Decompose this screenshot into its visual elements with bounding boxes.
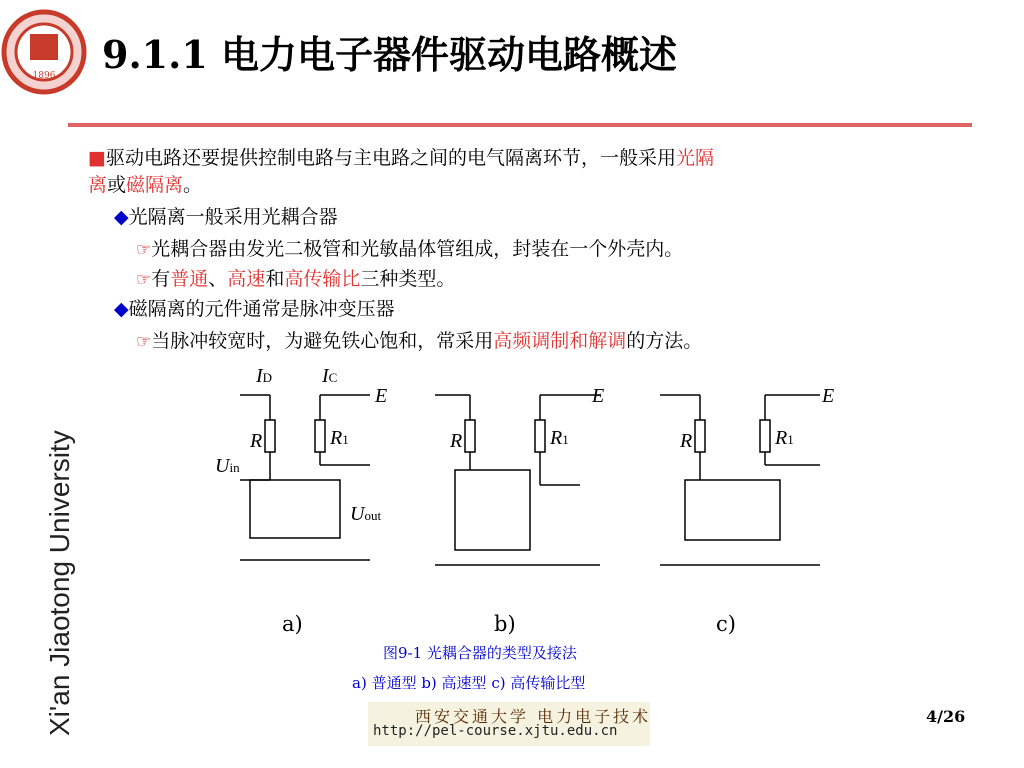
bullet-1-cont: 离或磁隔离。 (88, 174, 203, 196)
bullet-3: ◆磁隔离的元件通常是脉冲变压器 (114, 298, 395, 320)
bullet-1: ■驱动电路还要提供控制电路与主电路之间的电气隔离环节，一般采用光隔 (88, 147, 714, 169)
label-e-a: E (375, 385, 388, 407)
label-uin: Uin (215, 455, 240, 477)
label-e-c: E (822, 385, 835, 407)
pointing-hand-icon: ☞ (136, 240, 152, 260)
label-r-a: R (250, 430, 263, 452)
diamond-bullet-icon: ◆ (114, 206, 129, 228)
figure-caption-title: 图9-1 光耦合器的类型及接法 (383, 644, 577, 662)
square-bullet-icon: ■ (88, 147, 106, 169)
footer-course-name: 西安交通大学 电力电子技术 (415, 707, 652, 726)
page-number: 4/26 (926, 707, 966, 726)
page-title: 9.1.1 电力电子器件驱动电路概述 (102, 32, 678, 77)
university-name: Xi'an Jiaotong University (44, 430, 75, 736)
university-logo (0, 0, 100, 100)
label-id: ID (256, 365, 273, 387)
logo-year: 1896 (32, 71, 56, 81)
label-r1-b: R1 (550, 427, 569, 449)
label-e-b: E (592, 385, 605, 407)
figure-caption-subtitle: a) 普通型 b) 高速型 c) 高传输比型 (352, 674, 586, 692)
label-r1-c: R1 (775, 427, 794, 449)
label-r1-a: R1 (330, 427, 349, 449)
label-ic: IC (322, 365, 338, 387)
label-r-b: R (450, 430, 463, 452)
pointing-hand-icon: ☞ (136, 270, 152, 290)
bullet-2: ◆光隔离一般采用光耦合器 (114, 206, 338, 228)
optocoupler-circuits-figure (215, 360, 850, 610)
label-r-c: R (680, 430, 693, 452)
title-divider (68, 123, 972, 127)
pointing-hand-icon: ☞ (136, 332, 152, 352)
diamond-bullet-icon: ◆ (114, 298, 129, 320)
footer-url[interactable]: http://pel-course.xjtu.edu.cn (373, 723, 618, 739)
bullet-3a: ☞当脉冲较宽时，为避免铁心饱和，常采用高频调制和解调的方法。 (136, 330, 703, 352)
figure-label-a: a) (282, 612, 303, 636)
figure-label-c: c) (716, 612, 736, 636)
figure-label-b: b) (494, 612, 516, 636)
bullet-2b: ☞有普通、高速和高传输比三种类型。 (136, 268, 456, 290)
bullet-2a: ☞光耦合器由发光二极管和光敏晶体管组成，封装在一个外壳内。 (136, 238, 684, 260)
label-uout: Uout (350, 503, 382, 525)
